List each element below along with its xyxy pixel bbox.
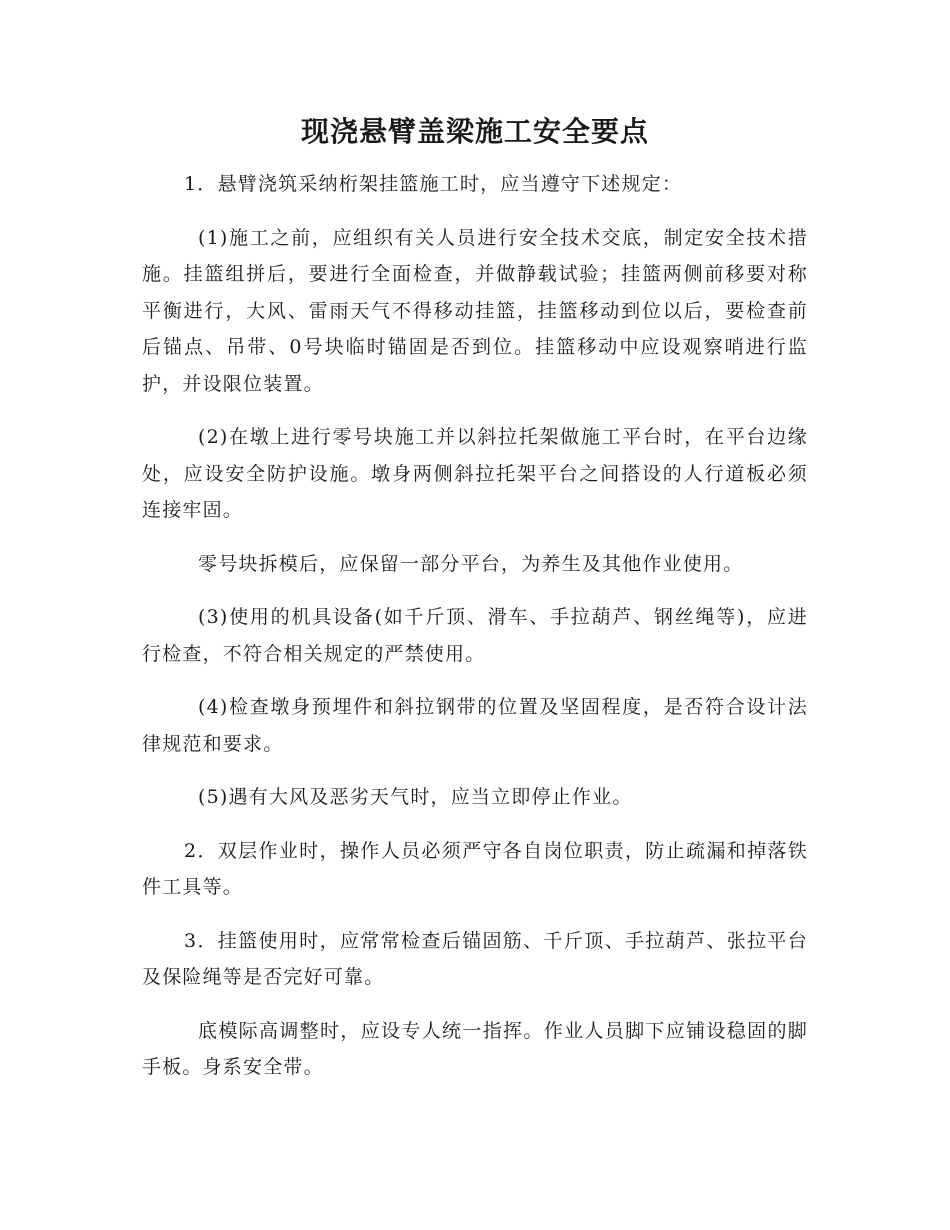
paragraph-3-note: 底模际高调整时，应设专人统一指挥。作业人员脚下应铺设稳固的脚手板。身系安全带。 (142, 1019, 808, 1078)
document-title: 现浇悬臂盖梁施工安全要点 (300, 115, 649, 148)
paragraph-1-3: (3)使用的机具设备(如千斤顶、滑车、手拉葫芦、钢丝绳等)，应进行检查，不符合相关规定的严禁使用。 (142, 606, 808, 665)
paragraph-1-5: (5)遇有大风及恶劣天气时，应当立即停止作业。 (198, 786, 633, 808)
paragraph-1-1: (1)施工之前，应组织有关人员进行安全技术交底，制定安全技术措施。挂篮组拼后，要进行全面检查，并做静载试验；挂篮两侧前移要对称平衡进行，大风、雷雨天气不得移动挂篮，挂篮移动到位以后，要检查前后锚点、吊带、0号块临时锚固是否到位。挂篮移动中应设观察哨进行监护，并设限位装置。 (142, 226, 808, 395)
paragraph-1: 1．悬臂浇筑采纳桁架挂篮施工时，应当遵守下述规定： (184, 173, 683, 195)
paragraph-2: 2．双层作业时，操作人员必须严守各自岗位职责，防止疏漏和掉落铁件工具等。 (142, 839, 808, 898)
paragraph-1-2-note: 零号块拆模后，应保留一部分平台，为养生及其他作业使用。 (198, 552, 744, 575)
paragraph-1-2: (2)在墩上进行零号块施工并以斜拉托架做施工平台时，在平台边缘处，应设安全防护设施。墩身两侧斜拉托架平台之间搭设的人行道板必须连接牢固。 (142, 426, 808, 521)
paragraph-3: 3．挂篮使用时，应常常检查后锚固筋、千斤顶、手拉葫芦、张拉平台及保险绳等是否完好可靠。 (142, 929, 808, 988)
paragraph-1-4: (4)检查墩身预埋件和斜拉钢带的位置及坚固程度，是否符合设计法律规范和要求。 (142, 696, 808, 755)
document-body (142, 166, 808, 1103)
